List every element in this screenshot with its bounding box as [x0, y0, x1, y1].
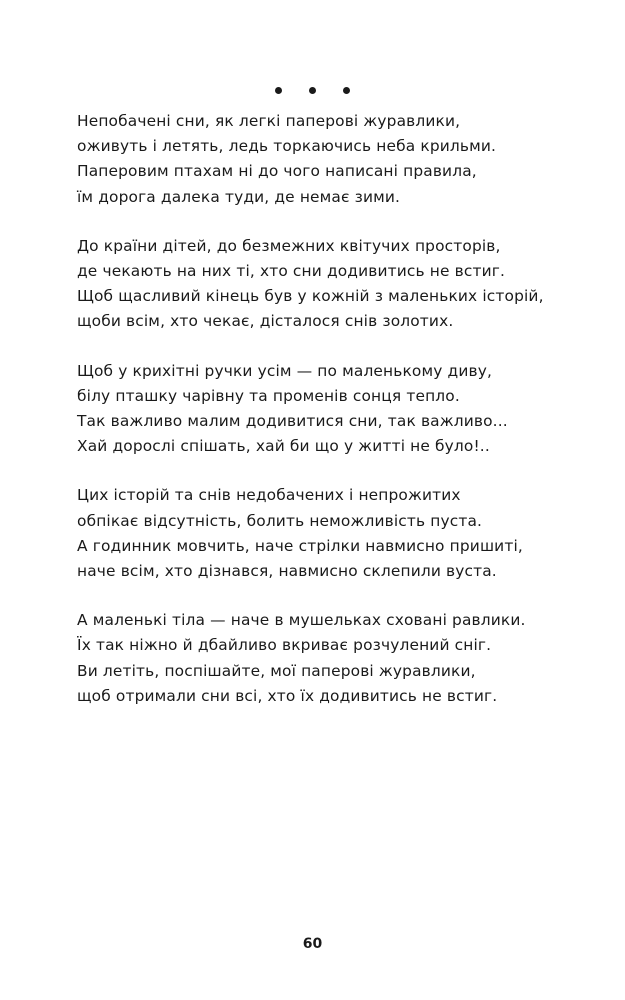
poem-line: Їх так ніжно й дбайливо вкриває розчулений сніг. — [77, 636, 492, 655]
separator-dot — [275, 87, 282, 94]
poem-line: щоби всім, хто чекає, дісталося снів золотих. — [77, 312, 454, 331]
poem-line: А маленькі тіла — наче в мушельках сховані равлики. — [77, 611, 526, 630]
poem-line: обпікає відсутність, болить неможливість пуста. — [77, 511, 483, 530]
poem-line: До країни дітей, до безмежних квітучих просторів, — [77, 236, 501, 255]
poem-line: наче всім, хто дізнався, навмисно склепили вуста. — [77, 562, 497, 581]
poem-line: Хай дорослі спішать, хай би що у житті не було!.. — [77, 437, 490, 456]
page-number: 60 — [302, 936, 323, 952]
poem-line: де чекають на них ті, хто сни додивитись не встиг. — [77, 262, 506, 281]
poem-line: Ви летіть, поспішайте, мої паперові журавлики, — [77, 661, 476, 680]
poem-line: Щоб у крихітні ручки усім — по маленькому диву, — [77, 361, 493, 380]
stanza — [77, 608, 607, 709]
stanza — [77, 109, 607, 210]
separator-dot — [309, 87, 316, 94]
stanza — [77, 234, 607, 335]
poem-line: А годинник мовчить, наче стрілки навмисно пришиті, — [77, 536, 523, 555]
poem-line: Цих історій та снів недобачених і непрожитих — [77, 486, 461, 505]
stanza — [77, 483, 607, 584]
poem-line: Паперовим птахам ні до чого написані правила, — [77, 162, 477, 181]
section-separator — [0, 80, 625, 102]
poem-line: щоб отримали сни всі, хто їх додивитись не встиг. — [77, 686, 498, 705]
poem-line: білу пташку чарівну та променів сонця тепло. — [77, 386, 460, 405]
poem-line: їм дорога далека туди, де немає зими. — [77, 187, 401, 206]
poem — [77, 109, 607, 733]
poem-line: Так важливо малим додивитися сни, так важливо... — [77, 412, 508, 431]
separator-dot — [343, 87, 350, 94]
poem-line: оживуть і летять, ледь торкаючись неба крильми. — [77, 137, 497, 156]
stanza — [77, 359, 607, 460]
poem-line: Щоб щасливий кінець був у кожній з маленьких історій, — [77, 287, 544, 306]
poem-line: Непобачені сни, як легкі паперові журавлики, — [77, 112, 461, 130]
